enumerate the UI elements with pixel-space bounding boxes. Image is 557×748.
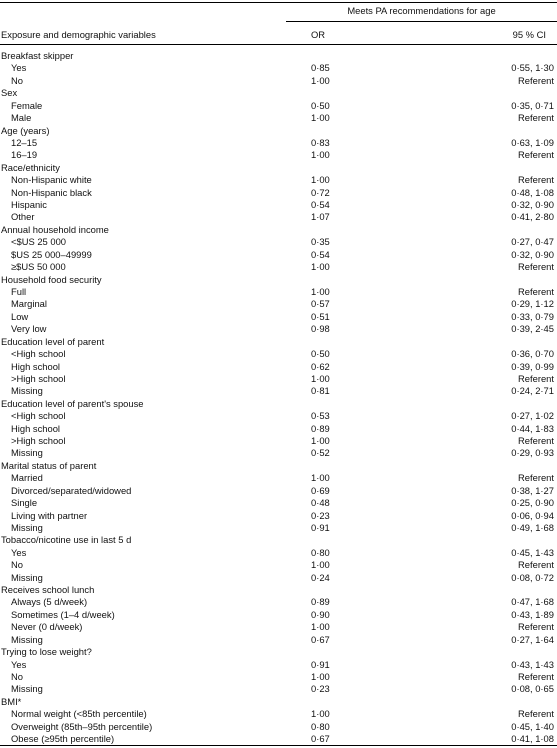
or-value: 0·90 xyxy=(311,608,330,620)
ci-value: 0·27, 1·02 xyxy=(511,410,554,422)
or-value: 0·80 xyxy=(311,546,330,558)
ci-value: Referent xyxy=(518,174,554,186)
ci-value: Referent xyxy=(518,112,554,124)
category-label: Education level of parent xyxy=(1,335,105,347)
category-label: Trying to lose weight? xyxy=(1,646,92,658)
ci-value: Referent xyxy=(518,285,554,297)
category-label: Race/ethnicity xyxy=(1,161,60,173)
or-value: 0·67 xyxy=(311,733,330,745)
row-label: >High school xyxy=(11,435,66,447)
or-value: 0·24 xyxy=(311,571,330,583)
or-value: 1·07 xyxy=(311,211,330,223)
row-label: <$US 25 000 xyxy=(11,236,66,248)
row-label: Hispanic xyxy=(11,199,47,211)
row-label: No xyxy=(11,671,23,682)
or-value: 0·98 xyxy=(311,323,330,335)
category-label: Age (years) xyxy=(1,124,50,136)
ci-value: Referent xyxy=(518,559,554,571)
header-ci: 95 % CI xyxy=(512,29,546,40)
or-value: 0·67 xyxy=(311,633,330,645)
ci-value: 0·45, 1·43 xyxy=(511,546,554,558)
or-value: 0·50 xyxy=(311,348,330,360)
row-label: Missing xyxy=(11,633,43,645)
or-value: 1·00 xyxy=(311,112,330,124)
header-variable: Exposure and demographic variables xyxy=(1,29,156,40)
row-label: Male xyxy=(11,112,32,124)
column-group-header: Meets PA recommendations for age xyxy=(347,5,496,16)
ci-value: 0·27, 0·47 xyxy=(511,236,554,248)
row-label: Always (5 d/week) xyxy=(11,596,88,608)
ci-value: 0·45, 1·40 xyxy=(511,720,554,732)
row-label: No xyxy=(11,74,23,86)
row-label: Yes xyxy=(11,546,27,558)
ci-value: 0·48, 1·08 xyxy=(511,186,554,198)
row-label: Full xyxy=(11,285,27,297)
or-value: 0·52 xyxy=(311,447,330,459)
ci-value: 0·44, 1·83 xyxy=(511,422,554,434)
category-label: Breakfast skipper xyxy=(1,50,74,61)
ci-value: 0·43, 1·89 xyxy=(511,608,554,620)
ci-value: 0·41, 2·80 xyxy=(511,211,554,223)
or-value: 0·53 xyxy=(311,410,330,422)
or-value: 1·00 xyxy=(311,74,330,86)
ci-value: 0·41, 1·08 xyxy=(511,733,554,745)
row-label: No xyxy=(11,559,23,571)
row-label: Living with partner xyxy=(11,509,88,521)
row-label: Yes xyxy=(11,62,27,74)
row-label: High school xyxy=(11,360,60,372)
or-value: 1·00 xyxy=(311,261,330,273)
row-label: Single xyxy=(11,497,38,509)
or-value: 1·00 xyxy=(311,174,330,186)
or-value: 0·91 xyxy=(311,658,330,670)
category-label: BMI* xyxy=(1,695,22,707)
ci-value: Referent xyxy=(518,708,554,720)
ci-value: 0·32, 0·90 xyxy=(511,199,554,211)
row-label: Very low xyxy=(11,323,47,335)
ci-value: 0·06, 0·94 xyxy=(511,509,554,521)
or-value: 1·00 xyxy=(311,372,330,384)
row-label: Missing xyxy=(11,385,43,397)
ci-value: Referent xyxy=(518,621,554,633)
row-label: Missing xyxy=(11,571,43,583)
ci-value: Referent xyxy=(518,472,554,484)
or-value: 0·48 xyxy=(311,497,330,509)
row-label: Obese (≥95th percentile) xyxy=(11,733,115,745)
row-label: Never (0 d/week) xyxy=(11,621,83,633)
or-value: 0·23 xyxy=(311,683,330,695)
ci-value: 0·47, 1·68 xyxy=(511,596,554,608)
or-value: 0·23 xyxy=(311,509,330,521)
or-value: 1·00 xyxy=(311,149,330,161)
or-value: 1·00 xyxy=(311,708,330,720)
ci-value: 0·29, 0·93 xyxy=(511,447,554,459)
ci-value: Referent xyxy=(518,372,554,384)
or-value: 0·35 xyxy=(311,236,330,248)
ci-value: Referent xyxy=(518,149,554,161)
ci-value: Referent xyxy=(518,74,554,86)
ci-value: 0·63, 1·09 xyxy=(511,136,554,148)
ci-value: 0·43, 1·43 xyxy=(511,658,554,670)
row-label: Marginal xyxy=(11,298,47,310)
row-label: 16–19 xyxy=(11,149,38,161)
ci-value: 0·38, 1·27 xyxy=(511,484,554,496)
header-or: OR xyxy=(311,29,326,40)
or-value: 0·91 xyxy=(311,521,330,533)
row-label: Yes xyxy=(11,658,27,670)
or-value: 0·54 xyxy=(311,248,330,260)
row-label: Missing xyxy=(11,447,43,459)
or-value: 1·00 xyxy=(311,559,330,571)
or-value: 0·83 xyxy=(311,136,330,148)
row-label: Female xyxy=(11,99,43,111)
or-value: 0·54 xyxy=(311,199,330,211)
row-label: Low xyxy=(11,310,29,322)
ci-value: 0·25, 0·90 xyxy=(511,497,554,509)
header-bottom-rule xyxy=(0,44,557,45)
row-label: High school xyxy=(11,422,60,434)
ci-value: Referent xyxy=(518,435,554,447)
row-label: 12–15 xyxy=(11,136,38,148)
ci-value: 0·39, 2·45 xyxy=(511,323,554,335)
ci-value: 0·32, 0·90 xyxy=(511,248,554,260)
row-label: Non-Hispanic white xyxy=(11,174,92,186)
table-bottom-rule xyxy=(0,745,557,746)
or-value: 0·57 xyxy=(311,298,330,310)
ci-value: 0·29, 1·12 xyxy=(511,298,554,310)
or-value: 1·00 xyxy=(311,472,330,484)
ci-value: 0·08, 0·65 xyxy=(511,683,554,695)
or-value: 0·89 xyxy=(311,596,330,608)
table-top-rule xyxy=(0,2,557,3)
category-label: Household food security xyxy=(1,273,102,285)
ci-value: 0·36, 0·70 xyxy=(511,348,554,360)
ci-value: 0·39, 0·99 xyxy=(511,360,554,372)
row-label: Overweight (85th–95th percentile) xyxy=(11,720,153,732)
or-value: 0·81 xyxy=(311,385,330,397)
row-label: Sometimes (1–4 d/week) xyxy=(11,608,115,620)
or-value: 1·00 xyxy=(311,435,330,447)
or-value: 1·00 xyxy=(311,621,330,633)
ci-value: 0·27, 1·64 xyxy=(511,633,554,645)
or-value: 0·62 xyxy=(311,360,330,372)
or-value: 0·72 xyxy=(311,186,330,198)
row-label: Missing xyxy=(11,683,43,695)
row-label: Normal weight (<85th percentile) xyxy=(11,708,147,720)
row-label: Other xyxy=(11,211,35,223)
row-label: ≥$US 50 000 xyxy=(11,261,66,273)
or-value: 0·50 xyxy=(311,99,330,111)
column-group-rule xyxy=(286,21,557,22)
row-label: Missing xyxy=(11,521,43,533)
row-label: $US 25 000–49999 xyxy=(11,248,92,260)
ci-value: Referent xyxy=(518,671,554,682)
category-label: Sex xyxy=(1,87,18,99)
or-value: 0·51 xyxy=(311,310,330,322)
ci-value: 0·49, 1·68 xyxy=(511,521,554,533)
category-label: Education level of parent's spouse xyxy=(1,397,144,409)
row-label: Married xyxy=(11,472,43,484)
ci-value: 0·55, 1·30 xyxy=(511,62,554,74)
category-label: Marital status of parent xyxy=(1,459,97,471)
row-label: >High school xyxy=(11,372,66,384)
row-label: Divorced/separated/widowed xyxy=(11,484,132,496)
or-value: 1·00 xyxy=(311,671,330,682)
or-value: 0·85 xyxy=(311,62,330,74)
row-label: Non-Hispanic black xyxy=(11,186,92,198)
or-value: 1·00 xyxy=(311,285,330,297)
or-value: 0·89 xyxy=(311,422,330,434)
or-value: 0·69 xyxy=(311,484,330,496)
row-label: <High school xyxy=(11,410,66,422)
ci-value: 0·35, 0·71 xyxy=(511,99,554,111)
category-label: Annual household income xyxy=(1,223,109,235)
ci-value: 0·08, 0·72 xyxy=(511,571,554,583)
category-label: Receives school lunch xyxy=(1,584,95,596)
ci-value: Referent xyxy=(518,261,554,273)
category-label: Tobacco/nicotine use in last 5 d xyxy=(1,534,132,546)
ci-value: 0·33, 0·79 xyxy=(511,310,554,322)
ci-value: 0·24, 2·71 xyxy=(511,385,554,397)
or-value: 0·80 xyxy=(311,720,330,732)
row-label: <High school xyxy=(11,348,66,360)
